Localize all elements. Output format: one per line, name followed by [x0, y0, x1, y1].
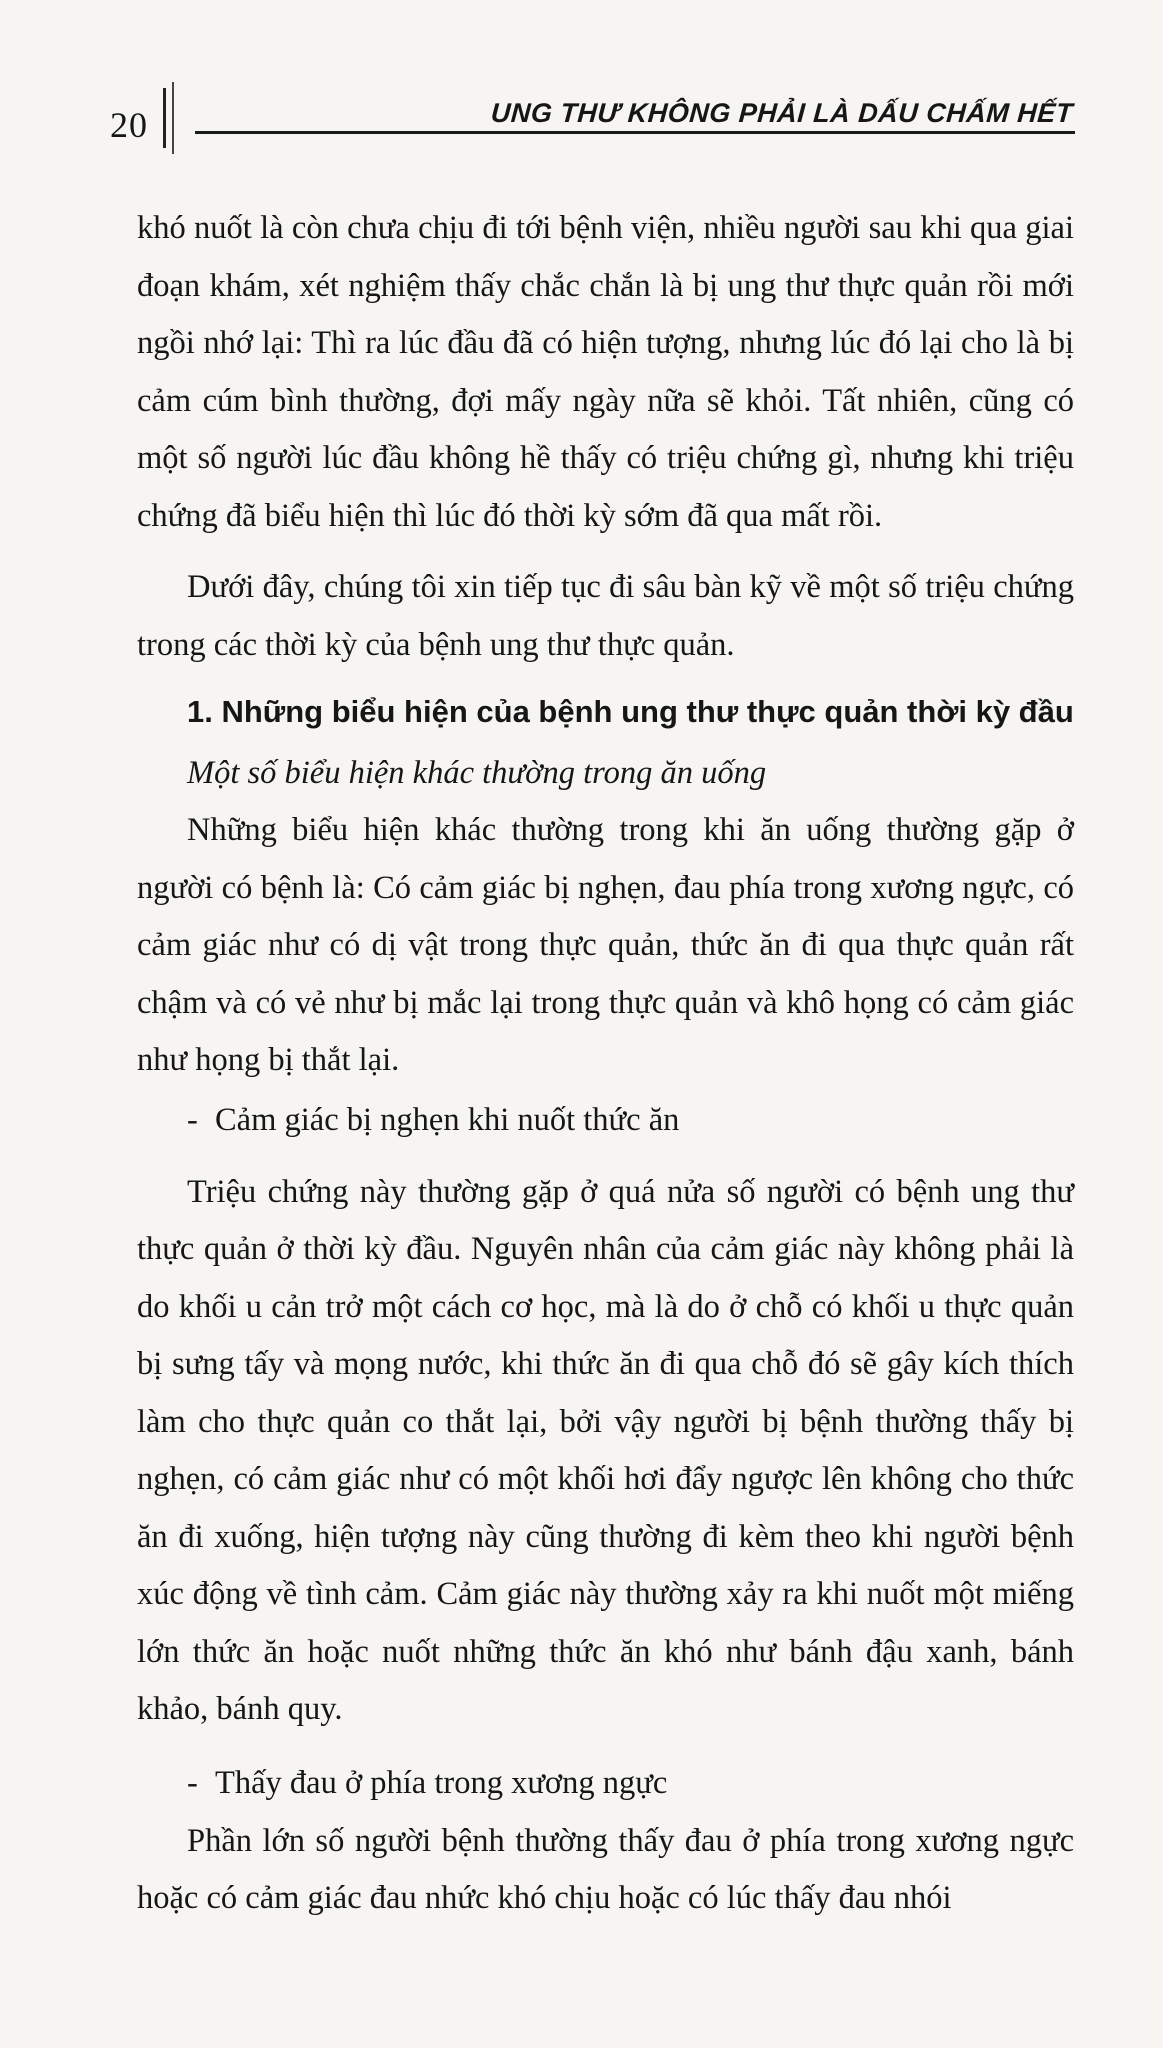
- running-head: UNG THƯ KHÔNG PHẢI LÀ DẤU CHẤM HẾT: [490, 98, 1075, 128]
- paragraph-choking: Triệu chứng này thường gặp ở quá nửa số người có bệnh ung thư thực quản ở thời kỳ đầu. Nguyên nhân của cảm giác này không phải là do khối u cản trở một cách cơ học, mà là do ở chỗ có khối u thực quản bị sưng tấy và mọng nước, khi thức ăn đi qua chỗ đó sẽ gây kích thích làm cho thực quản co thắt lại, bởi vậy người bị bệnh thường thấy bị nghẹn, có cảm giác như có một khối hơi đẩy ngược lên không cho thức ăn đi xuống, hiện tượng này cũng thường đi kèm theo khi người bệnh xúc động về tình cảm. Cảm giác này thường xảy ra khi nuốt một miếng lớn thức ăn hoặc nuốt những thức ăn khó như bánh đậu xanh, bánh khảo, bánh quy.: [137, 1173, 1074, 1727]
- paragraph-intro: Dưới đây, chúng tôi xin tiếp tục đi sâu bàn kỹ về một số triệu chứng trong các thời kỳ của bệnh ung thư thực quản.: [137, 569, 1074, 663]
- bullet-dash: -: [187, 1764, 198, 1801]
- bullet-item: [137, 1090, 1074, 1150]
- page-body: [137, 200, 1074, 1928]
- header-vertical-rule-secondary: [172, 82, 174, 154]
- page-header: [0, 0, 1163, 170]
- section-heading: 1. Những biểu hiện của bệnh ung thư thực quản thời kỳ đầu: [187, 694, 1074, 729]
- subheading: Một số biểu hiện khác thường trong ăn uống: [187, 755, 767, 791]
- paragraph-chest-pain: Phần lớn số người bệnh thường thấy đau ở phía trong xương ngực hoặc có cảm giác đau nhức khó chịu hoặc có lúc thấy đau nhói: [137, 1822, 1074, 1916]
- header-vertical-rule: [163, 88, 166, 148]
- header-rule: [195, 131, 1075, 134]
- paragraph-continued: khó nuốt là còn chưa chịu đi tới bệnh viện, nhiều người sau khi qua giai đoạn khám, xét nghiệm thấy chắc chắn là bị ung thư thực quản rồi mới ngồi nhớ lại: Thì ra lúc đầu đã có hiện tượng, nhưng lúc đó lại cho là bị cảm cúm bình thường, đợi mấy ngày nữa sẽ khỏi. Tất nhiên, cũng có một số người lúc đầu không hề thấy có triệu chứng gì, nhưng khi triệu chứng đã biểu hiện thì lúc đó thời kỳ sớm đã qua mất rồi.: [137, 210, 1074, 534]
- bullet-text: Thấy đau ở phía trong xương ngực: [215, 1764, 668, 1801]
- bullet-text: Cảm giác bị nghẹn khi nuốt thức ăn: [215, 1101, 680, 1138]
- paragraph-eating-symptoms: Những biểu hiện khác thường trong khi ăn uống thường gặp ở người có bệnh là: Có cảm giác bị nghẹn, đau phía trong xương ngực, có cảm giác như có dị vật trong thực quản, thức ăn đi qua thực quản rất chậm và có vẻ như bị mắc lại trong thực quản và khô họng có cảm giác như họng bị thắt lại.: [137, 812, 1074, 1078]
- bullet-dash: -: [187, 1101, 198, 1138]
- bullet-item: [137, 1753, 1074, 1813]
- page-number: 20: [110, 105, 148, 145]
